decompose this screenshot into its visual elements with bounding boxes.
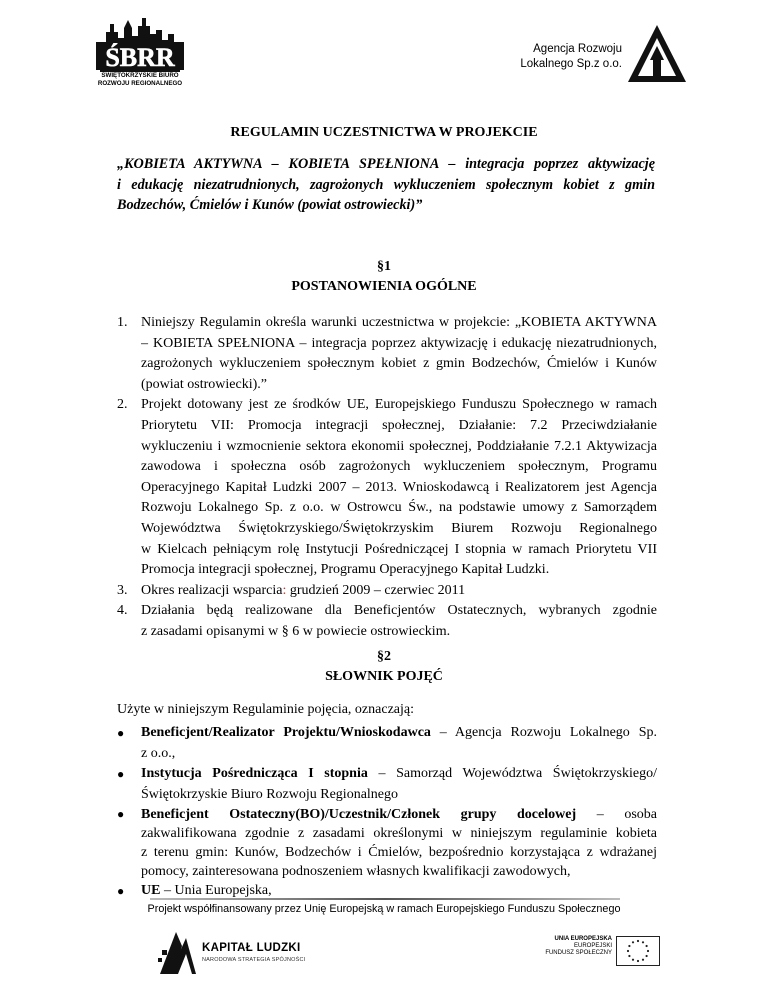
item-line: Województwa Świętokrzyskiego/Świętokrzyskim Biurem Rozwoju Regionalnego bbox=[141, 520, 657, 536]
project-name-line: „KOBIETA AKTYWNA – KOBIETA SPEŁNIONA – integracja poprzez aktywizację bbox=[117, 156, 655, 172]
bullet-icon: ● bbox=[117, 884, 125, 898]
item-line: z zasadami opisanymi w § 6 w powiecie ostrowieckim. bbox=[141, 623, 451, 639]
item-number: 2. bbox=[117, 397, 128, 413]
sbrr-name bbox=[88, 72, 192, 88]
bullet-icon: ● bbox=[117, 767, 125, 781]
item-line: zagrożonych wykluczeniem społecznym kobiet z gmin Bodzechów, Ćmielów i Kunów bbox=[141, 356, 657, 372]
definition-line bbox=[141, 805, 657, 824]
item-line bbox=[141, 581, 657, 602]
item-line: Projekt dotowany jest ze środków UE, Europejskiego Funduszu Społecznego w ramach bbox=[141, 397, 657, 413]
section2-heading: SŁOWNIK POJĘĆ bbox=[325, 669, 443, 684]
section2-intro: Użyte w niniejszym Regulaminie pojęcia, oznaczają: bbox=[117, 702, 414, 717]
item-line: wykluczeniu i wzmocnienie sektora ekonomii społecznej, Poddziałanie 7.2.1 Aktywizacja bbox=[141, 438, 657, 454]
alr-name bbox=[500, 42, 622, 72]
footer-funding-text: Projekt współfinansowany przez Unię Europejską w ramach Europejskiego Funduszu Społecznego bbox=[147, 903, 621, 915]
definitions-list bbox=[117, 723, 657, 901]
kapital-ludzki-title: KAPITAŁ LUDZKI bbox=[202, 942, 301, 954]
term: Beneficjent Ostateczny(BO)/Uczestnik/Członek grupy docelowej bbox=[141, 807, 577, 822]
alr-name-line1: Agencja Rozwoju bbox=[533, 43, 622, 55]
eu-flag-icon bbox=[616, 936, 660, 966]
definition-line: zakwalifikowana zgodnie z zasadami określonymi w niniejszym regulaminie kobieta bbox=[141, 826, 657, 841]
item-line: Działania będą realizowane dla Beneficjentów Ostatecznych, wybranych zgodnie bbox=[141, 603, 657, 619]
section2-number: §2 bbox=[377, 649, 391, 664]
item-line: Rozwoju Lokalnego Sp. z o.o. w Ostrowcu Św., na podstawie umowy z Samorządem bbox=[141, 500, 657, 516]
definition-line: Świętokrzyskie Biuro Rozwoju Regionalnego bbox=[141, 786, 399, 802]
sbrr-name-line2: ROZWOJU REGIONALNEGO bbox=[97, 80, 183, 87]
period-value: grudzień 2009 – czerwiec 2011 bbox=[286, 582, 466, 598]
bullet-icon: ● bbox=[117, 807, 125, 821]
section1-heading: POSTANOWIENIA OGÓLNE bbox=[291, 279, 477, 294]
definition: – Unia Europejska, bbox=[160, 883, 272, 898]
definition-line: z terenu gmin: Kunów, Bodzechów i Ćmielów, bezpośrednio korzystająca z wdrażanej bbox=[141, 845, 657, 860]
section1-list bbox=[117, 313, 657, 643]
period-label: Okres realizacji wsparcia bbox=[141, 582, 283, 598]
project-name-line: i edukację niezatrudnionych, zagrożonych wykluczeniem społecznym kobiet z gmin bbox=[117, 176, 655, 193]
list-item bbox=[117, 805, 657, 881]
kapital-ludzki-logo-icon bbox=[156, 928, 200, 978]
sbrr-logo-text: ŚBRR bbox=[105, 43, 175, 72]
term: UE bbox=[141, 883, 161, 898]
definition-line bbox=[141, 723, 657, 744]
list-item bbox=[117, 723, 657, 764]
definition-line bbox=[141, 764, 657, 785]
alr-name-line2: Lokalnego Sp.z o.o. bbox=[520, 58, 622, 70]
item-line: zawodowa i społeczna osób zagrożonych wykluczeniem społecznym, Programu bbox=[141, 459, 657, 475]
project-name bbox=[117, 154, 655, 216]
term: Beneficjent/Realizator Projektu/Wnioskodawca bbox=[141, 725, 431, 740]
list-item bbox=[117, 313, 657, 395]
eu-label-line3: FUNDUSZ SPOŁECZNY bbox=[545, 950, 612, 956]
item-line: (powiat ostrowiecki).” bbox=[141, 376, 267, 392]
section1-number: §1 bbox=[377, 259, 391, 274]
eu-label bbox=[530, 936, 612, 957]
list-item bbox=[117, 581, 657, 602]
item-number: 3. bbox=[117, 582, 128, 598]
period-colon: : bbox=[282, 582, 287, 598]
sbrr-name-line1: ŚWIĘTOKRZYSKIE BIURO bbox=[101, 72, 179, 79]
item-line: Promocja integracji społecznej, Programu Operacyjnego Kapitał Ludzki. bbox=[141, 562, 550, 578]
definition: – Samorząd Województwa Świętokrzyskiego/ bbox=[367, 766, 657, 781]
bullet-icon: ● bbox=[117, 726, 125, 740]
list-item bbox=[117, 601, 657, 642]
definition: – osoba bbox=[576, 807, 657, 822]
eu-label-line1: UNIA EUROPEJSKA bbox=[554, 936, 612, 942]
project-name-line: Bodzechów, Ćmielów i Kunów (powiat ostrowiecki)” bbox=[117, 197, 423, 213]
alr-logo bbox=[626, 22, 688, 86]
document-title: REGULAMIN UCZESTNICTWA W PROJEKCIE bbox=[230, 125, 538, 140]
footer-divider bbox=[150, 898, 620, 900]
eu-label-line2: EUROPEJSKI bbox=[573, 943, 612, 949]
item-line: Priorytetu VII: Promocja integracji społecznej, Działanie: 7.2 Przeciwdziałanie bbox=[141, 417, 657, 433]
item-line: Operacyjnego Kapitał Ludzki 2007 – 2013. Wnioskodawcą i Realizatorem jest Agencja bbox=[141, 479, 657, 495]
definition-line: z o.o., bbox=[141, 745, 176, 761]
item-line: – KOBIETA SPEŁNIONA – integracja poprzez aktywizację i edukację niezatrudnionych, bbox=[141, 335, 657, 351]
item-number: 1. bbox=[117, 315, 128, 330]
definition: – Agencja Rozwoju Lokalnego Sp. bbox=[430, 725, 657, 740]
item-line: w Kielcach pełniącym rolę Instytucji Pośredniczącej I stopnia w ramach Priorytetu VII bbox=[141, 541, 657, 557]
list-item bbox=[117, 764, 657, 805]
definition-line: pomocy, zainteresowana podnoszeniem własnych kwalifikacji zawodowych, bbox=[141, 864, 571, 879]
list-item bbox=[117, 395, 657, 580]
kapital-ludzki-subtitle: NARODOWA STRATEGIA SPÓJNOŚCI bbox=[202, 957, 306, 963]
item-number: 4. bbox=[117, 603, 128, 619]
term: Instytucja Pośrednicząca I stopnia bbox=[141, 766, 368, 781]
item-line: Niniejszy Regulamin określa warunki uczestnictwa w projekcie: „KOBIETA AKTYWNA bbox=[141, 315, 657, 330]
